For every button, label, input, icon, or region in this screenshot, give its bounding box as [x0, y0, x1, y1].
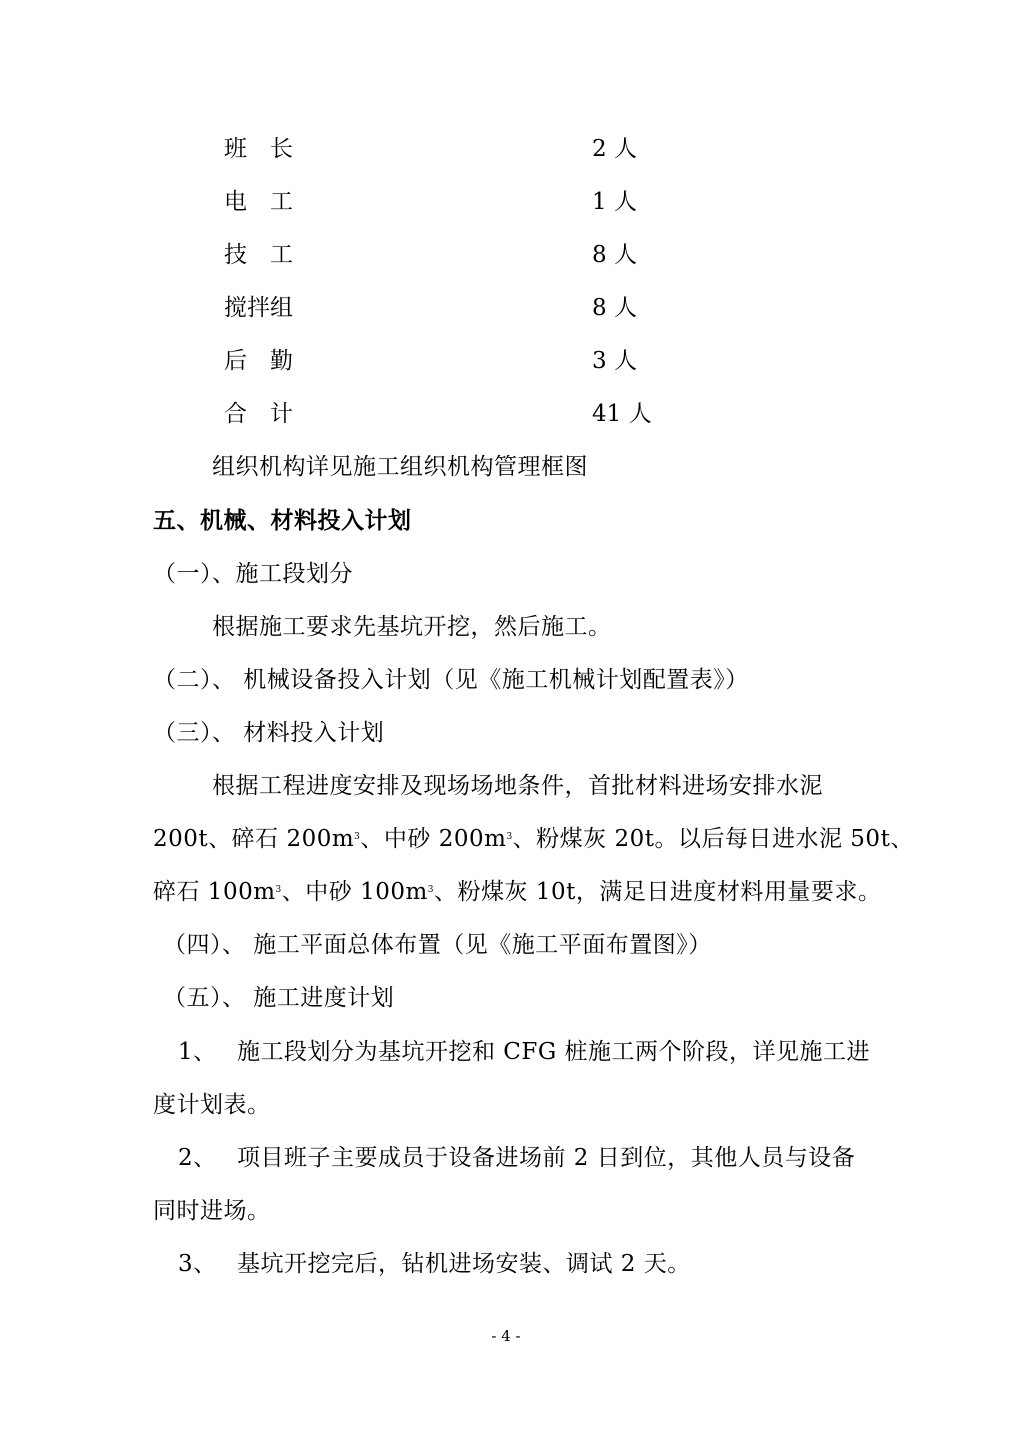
staff-row [0, 346, 1012, 376]
staff-count: 1 人 [592, 189, 637, 215]
staff-row [0, 240, 1012, 270]
item-text-cont: 度计划表。 [153, 1092, 271, 1118]
staff-row [0, 293, 1012, 323]
subsection-heading: （三）、 材料投入计划 [153, 720, 385, 746]
staff-role: 技 工 [224, 242, 293, 268]
paragraph: 根据施工要求先基坑开挖，然后施工。 [212, 614, 612, 640]
superscript: 3 [275, 885, 282, 895]
section-heading: 五、机械、材料投入计划 [153, 507, 412, 534]
staff-role: 电 工 [224, 189, 293, 215]
subsection-heading: （一）、施工段划分 [153, 561, 353, 587]
item-text: 基坑开挖完后，钻机进场安装、调试 2 天。 [237, 1251, 691, 1277]
text-run: 、中砂 200m [360, 826, 507, 852]
staff-count: 3 人 [592, 348, 637, 374]
text-run: 、粉煤灰 20t。以后每日进水泥 50t、 [512, 826, 914, 852]
staff-role: 合 计 [224, 401, 293, 427]
staff-count: 41 人 [592, 401, 652, 427]
staff-count: 8 人 [592, 295, 637, 321]
item-text: 项目班子主要成员于设备进场前 2 日到位，其他人员与设备 [237, 1145, 856, 1171]
page-number: - 4 - [491, 1327, 521, 1345]
item-text: 施工段划分为基坑开挖和 CFG 桩施工两个阶段，详见施工进 [237, 1039, 871, 1065]
staff-count: 8 人 [592, 242, 637, 268]
item-number: 3、 [178, 1251, 217, 1277]
staff-count: 2 人 [592, 136, 637, 162]
materials-line-2 [153, 824, 914, 854]
text-run: 、粉煤灰 10t，满足日进度材料用量要求。 [434, 879, 882, 905]
materials-line-3 [153, 877, 881, 907]
item-text-cont: 同时进场。 [153, 1198, 271, 1224]
staff-row [0, 187, 1012, 217]
text-run: 200t、碎石 200m [153, 826, 355, 852]
staff-row [0, 134, 1012, 164]
subsection-heading: （四）、 施工平面总体布置（见《施工平面布置图》） [163, 932, 712, 958]
item-number: 1、 [178, 1039, 217, 1065]
staff-role: 后 勤 [224, 348, 293, 374]
item-number: 2、 [178, 1145, 217, 1171]
superscript: 3 [506, 832, 513, 842]
text-run: 碎石 100m [153, 879, 276, 905]
subsection-heading: （五）、 施工进度计划 [163, 985, 395, 1011]
superscript: 3 [354, 832, 361, 842]
staff-role: 搅拌组 [224, 295, 293, 321]
materials-line-1: 根据工程进度安排及现场场地条件，首批材料进场安排水泥 [212, 773, 823, 799]
staff-role: 班 长 [224, 136, 293, 162]
superscript: 3 [427, 885, 435, 895]
staff-row [0, 399, 1012, 429]
subsection-heading: （二）、 机械设备投入计划（见《施工机械计划配置表》） [153, 667, 749, 693]
org-note: 组织机构详见施工组织机构管理框图 [212, 454, 588, 480]
text-run: 、中砂 100m [281, 879, 428, 905]
